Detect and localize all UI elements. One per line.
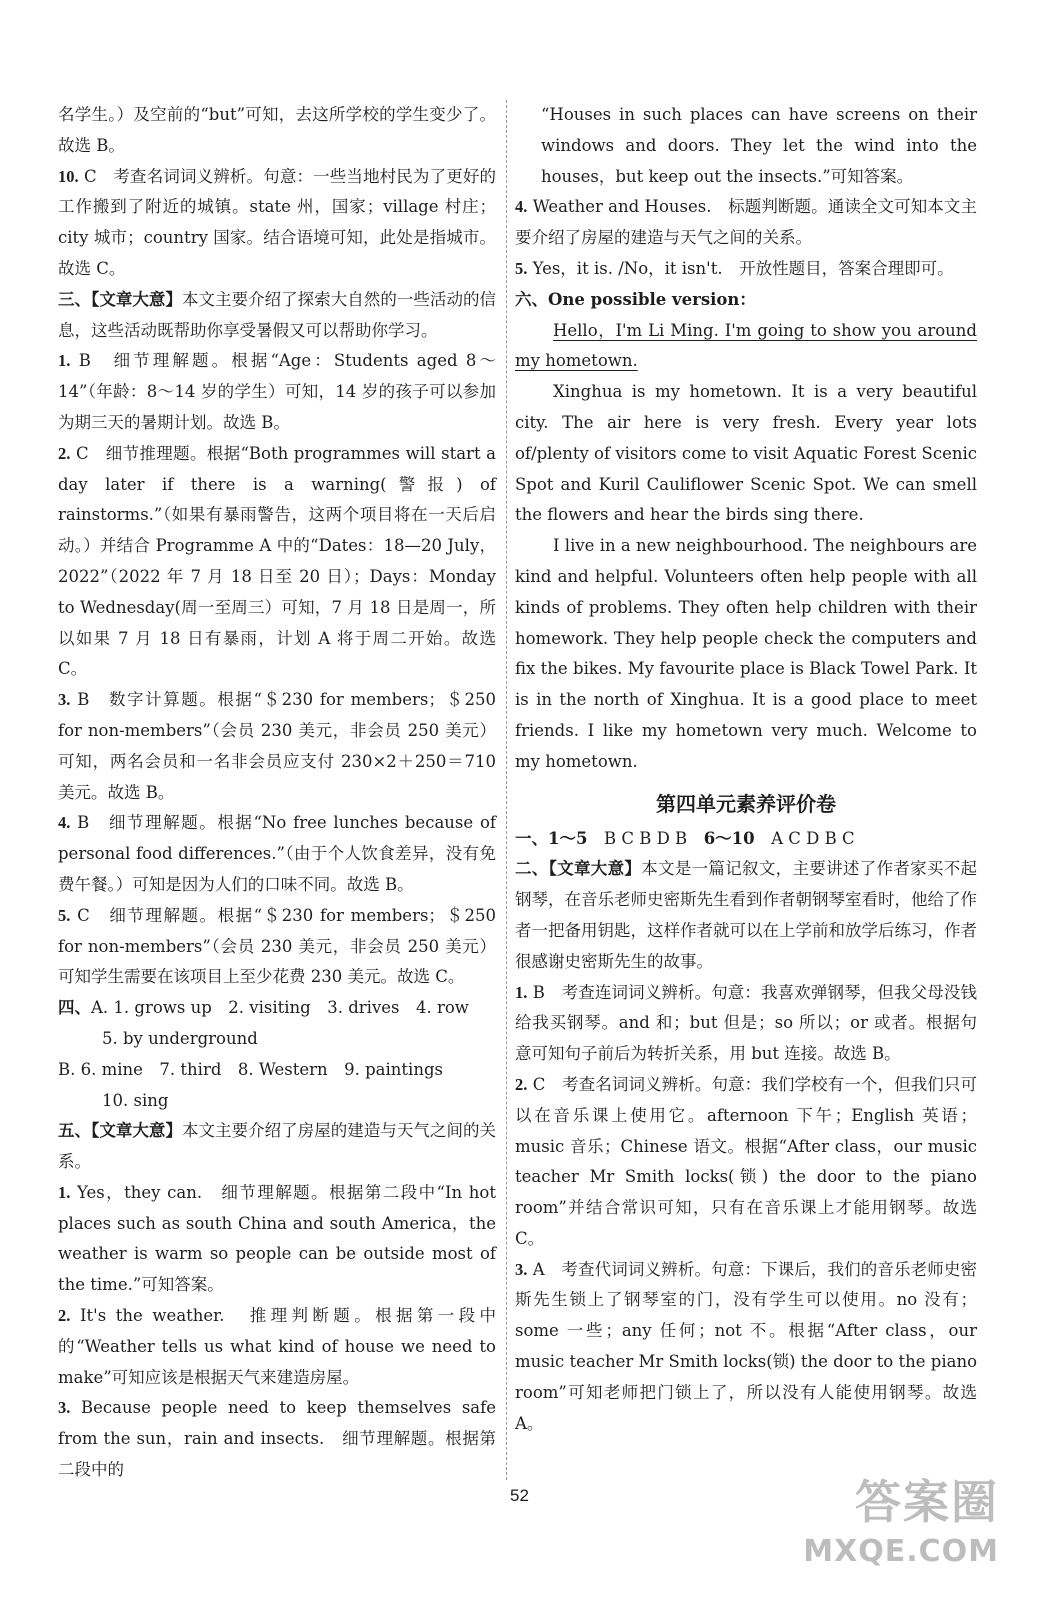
watermark-url: MXQE.COM bbox=[803, 1534, 999, 1569]
answer-text: B C B D B bbox=[587, 828, 704, 848]
answer-text: 本文是一篇记叙文，主要讲述了作者家买不起钢琴，在音乐老师史密斯先生看到作者朝钢琴室看时，他给了作者一把备用钥匙，这样作者就可以在上学前和放学后练习，作者很感谢史密斯先生的故事。 bbox=[515, 859, 978, 971]
watermark-logo bbox=[759, 1472, 999, 1582]
answer-text: A. 1. grows up 2. visiting 3. drives 4. row bbox=[91, 998, 469, 1018]
question-number: 3. bbox=[58, 690, 71, 710]
section-heading: 二、【文章大意】 bbox=[515, 859, 642, 879]
answer-paragraph bbox=[58, 1301, 496, 1393]
answer-text: C 细节理解题。根据“＄230 for members；＄250 for non-members”（会员 230 美元，非会员 250 美元）可知学生需要在该项目上至少花费 230 美元。故选 C。 bbox=[58, 905, 496, 987]
unit-title: 第四单元素养评价卷 bbox=[656, 791, 836, 816]
answer-text: It's the weather. 推理判断题。根据第一段中的“Weather tells us what kind of house we need to make”可知应该是根据天气来建造房屋。 bbox=[58, 1306, 496, 1387]
answer-paragraph bbox=[515, 285, 977, 316]
answer-text: Weather and Houses. 标题判断题。通读全文可知本文主要介绍了房屋的建造与天气之间的关系。 bbox=[515, 197, 977, 248]
question-number: 1. bbox=[58, 1182, 71, 1202]
answer-text: B 数字计算题。根据“＄230 for members；＄250 for non-members”（会员 230 美元，非会员 250 美元）可知，两名会员和一名非会员应支付 230×2＋250＝710 美元。故选 B。 bbox=[58, 690, 496, 802]
answer-text: A 考查代词词义辨析。句意：下课后，我们的音乐老师史密斯先生锁上了钢琴室的门，没有学生可以使用。no 没有；some 一些；any 任何；not 不。根据“After class，our music teacher Mr Smith locks(锁) the door to the piano room”可知老师把门锁上了，所以没有人能使用钢琴。故选 A。 bbox=[515, 1259, 977, 1433]
section-heading: 六、One possible version： bbox=[515, 289, 756, 309]
answer-paragraph bbox=[515, 824, 977, 855]
section-heading: 三、【文章大意】 bbox=[58, 289, 182, 309]
answer-text: Yes，it is. /No，it isn't. 开放性题目，答案合理即可。 bbox=[527, 258, 954, 278]
answer-paragraph bbox=[58, 993, 496, 1024]
answer-paragraph bbox=[515, 192, 977, 254]
answer-text: 5. by underground bbox=[102, 1028, 258, 1048]
answer-text: 名学生。）及空前的“but”可知，去这所学校的学生变少了。故选 B。 bbox=[58, 105, 496, 155]
answer-text: 本文主要介绍了探索大自然的一些活动的信息，这些活动既帮助你享受暑假又可以帮助你学习。 bbox=[58, 289, 497, 340]
answer-paragraph bbox=[58, 346, 496, 438]
question-number: 3. bbox=[58, 1398, 71, 1418]
section-heading: 6～10 bbox=[703, 828, 755, 848]
answer-paragraph bbox=[58, 100, 496, 162]
answer-paragraph bbox=[515, 377, 977, 531]
answer-paragraph bbox=[58, 808, 496, 900]
answer-paragraph bbox=[58, 1393, 496, 1485]
underlined-sentence: Hello，I'm Li Ming. I'm going to show you around my hometown. bbox=[515, 320, 977, 371]
answer-paragraph bbox=[58, 1024, 496, 1055]
question-number: 3. bbox=[515, 1259, 528, 1279]
answer-paragraph bbox=[515, 978, 977, 1070]
answer-paragraph bbox=[58, 1178, 496, 1301]
question-number: 4. bbox=[515, 197, 528, 217]
answer-paragraph bbox=[58, 162, 496, 285]
question-number: 5. bbox=[58, 905, 71, 925]
question-number: 2. bbox=[58, 443, 71, 463]
question-number: 1. bbox=[58, 351, 71, 371]
answer-text: “Houses in such places can have screens on their windows and doors. They let the wind into the houses，but keep out the insects.”可知答案。 bbox=[541, 105, 977, 186]
answer-paragraph bbox=[58, 685, 496, 808]
answer-text: A C D B C bbox=[754, 828, 855, 848]
answer-paragraph bbox=[515, 1070, 977, 1255]
answer-paragraph bbox=[58, 439, 496, 685]
answer-text: Because people need to keep themselves safe from the sun，rain and insects. 细节理解题。根据第二段中的 bbox=[58, 1398, 496, 1480]
left-column bbox=[58, 100, 496, 1486]
answer-text: Xinghua is my hometown. It is a very beautiful city. The air here is very fresh. Every year lots of/plenty of visitors come to visit Aquatic Forest Scenic Spot and Kuril Cauliflower Scenic Spot. We can smell the flowers and hear the birds sing there. bbox=[515, 382, 977, 525]
answer-text: B 细节理解题。根据“Age：Students aged 8～14”（年龄：8～14 岁的学生）可知，14 岁的孩子可以参加为期三天的暑期计划。故选 B。 bbox=[58, 351, 496, 432]
answer-paragraph bbox=[58, 1116, 496, 1178]
answer-paragraph bbox=[515, 316, 977, 378]
section-heading: 一、1～5 bbox=[515, 828, 588, 848]
answer-text: C 考查名词词义辨析。句意：我们学校有一个，但我们只可以在音乐课上使用它。afternoon 下午；English 英语；music 音乐；Chinese 语文。根据“After class，our music teacher Mr Smith locks(锁) the door to the piano room”并结合常识可知，只有在音乐课上才能用钢琴。故选 C。 bbox=[515, 1074, 977, 1248]
answer-paragraph bbox=[58, 1055, 496, 1086]
question-number: 4. bbox=[58, 813, 71, 833]
answer-text: 本文主要介绍了房屋的建造与天气之间的关系。 bbox=[58, 1121, 497, 1172]
question-number: 10. bbox=[58, 166, 79, 186]
question-number: 2. bbox=[58, 1306, 71, 1326]
answer-text: B 考查连词词义辨析。句意：我喜欢弹钢琴，但我父母没钱给我买钢琴。and 和；but 但是；so 所以；or 或者。根据句意可知句子前后为转折关系，用 but 连接。故选 B。 bbox=[515, 982, 977, 1064]
column-divider bbox=[506, 100, 507, 1480]
page-number: 52 bbox=[510, 1486, 529, 1505]
right-column bbox=[515, 100, 977, 1439]
answer-text: 10. sing bbox=[102, 1090, 169, 1110]
answer-paragraph bbox=[58, 1086, 496, 1117]
question-number: 1. bbox=[515, 982, 528, 1002]
answer-paragraph bbox=[515, 531, 977, 777]
answer-text: B 细节理解题。根据“No free lunches because of personal food differences.”（由于个人饮食差异，没有免费午餐。）可知是因为人们的口味不同。故选 B。 bbox=[58, 813, 496, 894]
watermark-text: 答案圈 bbox=[855, 1475, 999, 1529]
answer-paragraph bbox=[515, 854, 977, 977]
answer-text: C 细节推理题。根据“Both programmes will start a day later if there is a warning(警报) of rainstorms.”（如果有暴雨警告，这两个项目将在一天后启动。）并结合 Programme A 中的“Dates：18—20 July，2022”（2022 年 7 月 18 日至 20 日）；Days：Monday to Wednesday(周一至周三）可知，7 月 18 日是周一，所以如果 7 月 18 日有暴雨，计划 A 将于周二开始。故选 C。 bbox=[58, 443, 496, 679]
answer-text: C 考查名词词义辨析。句意：一些当地村民为了更好的工作搬到了附近的城镇。state 州，国家；village 村庄；city 城市；country 国家。结合语境可知，此处是指城市。故选 C。 bbox=[58, 166, 496, 278]
answer-text: I live in a new neighbourhood. The neighbours are kind and helpful. Volunteers often help people with all kinds of problems. They often help children with their homework. They help people check the computers and fix the bikes. My favourite place is Black Towel Park. It is in the north of Xinghua. It is a good place to meet friends. I like my hometown very much. Welcome to my hometown. bbox=[515, 536, 977, 771]
answer-paragraph bbox=[515, 1255, 977, 1440]
answer-paragraph bbox=[58, 901, 496, 993]
answer-paragraph bbox=[58, 285, 496, 347]
answer-paragraph bbox=[515, 254, 977, 285]
answer-paragraph bbox=[515, 100, 977, 192]
section-heading: 四、 bbox=[58, 998, 91, 1018]
answer-text: B. 6. mine 7. third 8. Western 9. paintings bbox=[58, 1059, 443, 1079]
section-heading: 五、【文章大意】 bbox=[58, 1121, 182, 1141]
question-number: 5. bbox=[515, 258, 528, 278]
answer-text: Yes，they can. 细节理解题。根据第二段中“In hot places such as south China and south America，the weather is warm so people can be outside most of the time.”可知答案。 bbox=[58, 1182, 496, 1295]
question-number: 2. bbox=[515, 1074, 528, 1094]
